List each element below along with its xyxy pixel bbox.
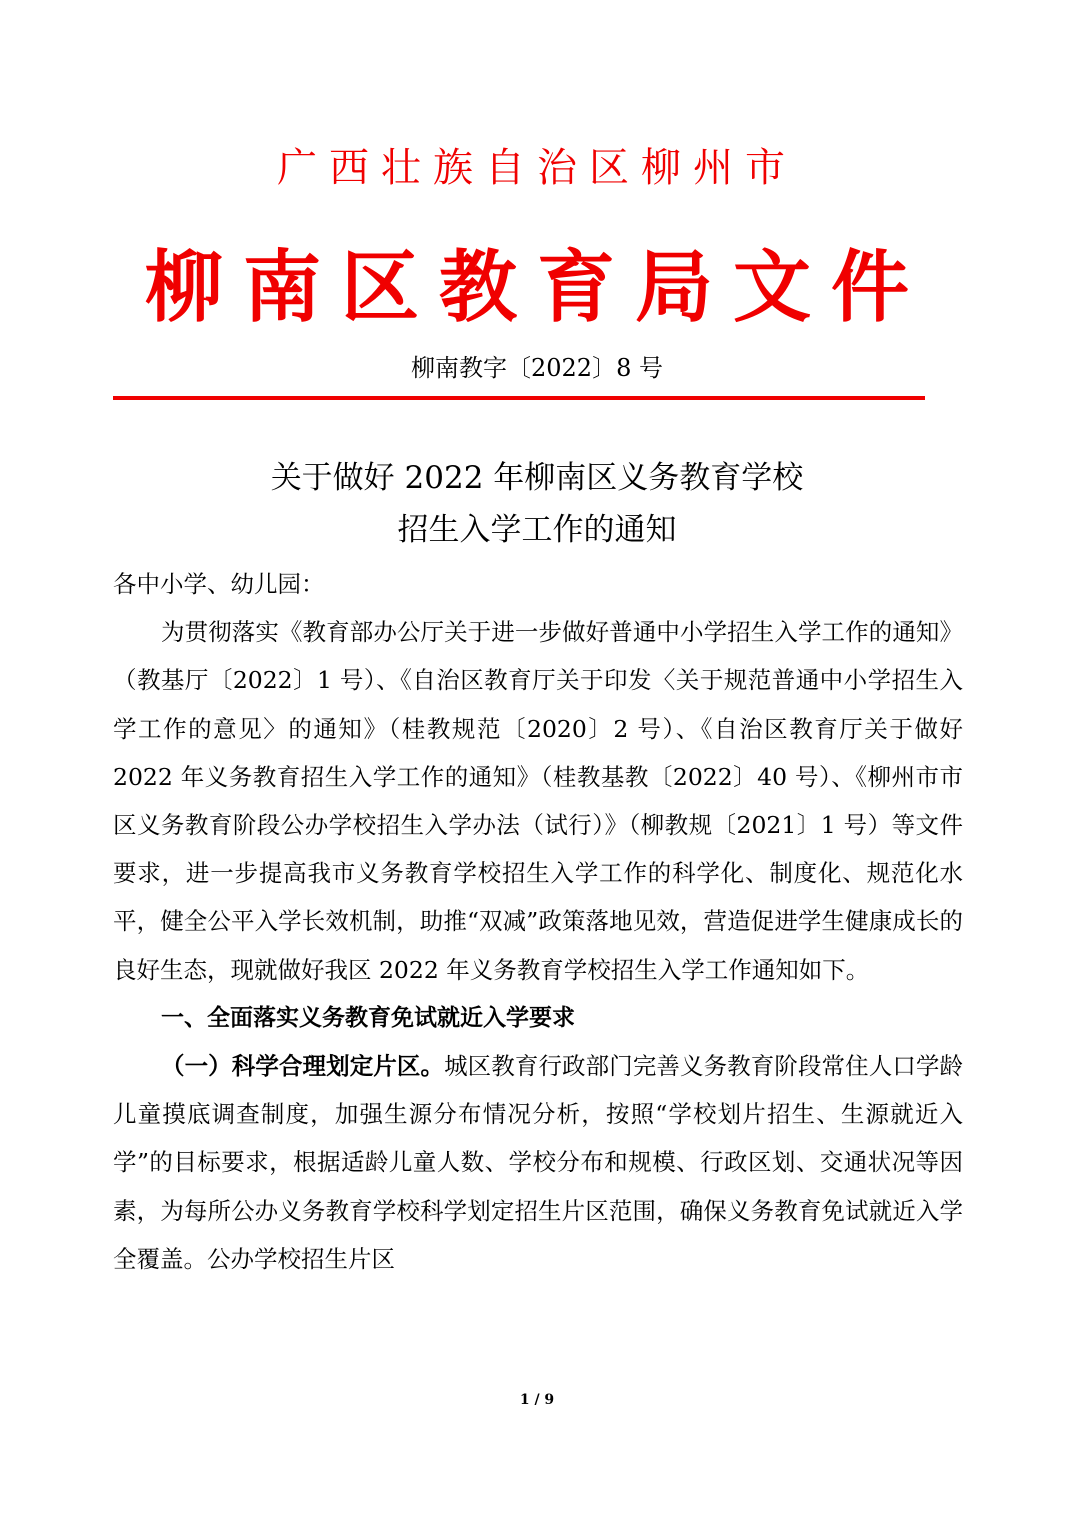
notice-title	[0, 452, 1074, 556]
salutation: 各中小学、幼儿园：	[113, 570, 325, 598]
red-divider-line	[113, 396, 925, 400]
subsection-text: 城区教育行政部门完善义务教育阶段常住人口学龄儿童摸底调查制度，加强生源分布情况分析，按照“学校划片招生、生源就近入学”的目标要求，根据适龄儿童人数、学校分布和规模、行政区划、交通状况等因素，为每所公办义务教育学校科学划定招生片区范围，确保义务教育免试就近入学全覆盖。公办学校招生片区	[113, 1052, 964, 1273]
paragraph-section-1	[113, 1042, 963, 1283]
document-number: 柳南教字〔2022〕8 号	[411, 354, 663, 382]
subsection-heading: （一）科学合理划定片区。	[161, 1052, 445, 1081]
notice-title-line2: 招生入学工作的通知	[397, 512, 677, 548]
section-heading: 一、全面落实义务教育免试就近入学要求	[161, 1004, 575, 1031]
body-text	[113, 560, 963, 1283]
issuing-organization-title: 柳南区教育局文件	[144, 242, 929, 333]
page-number: 1 / 9	[519, 1392, 555, 1408]
issuing-region-title: 广西壮族自治区柳州市	[277, 145, 797, 191]
notice-title-line1: 关于做好 2022 年柳南区义务教育学校	[270, 460, 804, 496]
paragraph-intro: 为贯彻落实《教育部办公厅关于进一步做好普通中小学招生入学工作的通知》（教基厅〔2022〕1 号）、《自治区教育厅关于印发〈关于规范普通中小学招生入学工作的意见〉的通知》（桂教规范〔2020〕2 号）、《自治区教育厅关于做好 2022 年义务教育招生入学工作的通知》（桂教基教〔2022〕40 号）、《柳州市市区义务教育阶段公办学校招生入学办法（试行）》（柳教规〔2021〕1 号）等文件要求，进一步提高我市义务教育学校招生入学工作的科学化、制度化、规范化水平，健全公平入学长效机制，助推“双减”政策落地见效，营造促进学生健康成长的良好生态，现就做好我区 2022 年义务教育学校招生入学工作通知如下。	[113, 618, 963, 984]
